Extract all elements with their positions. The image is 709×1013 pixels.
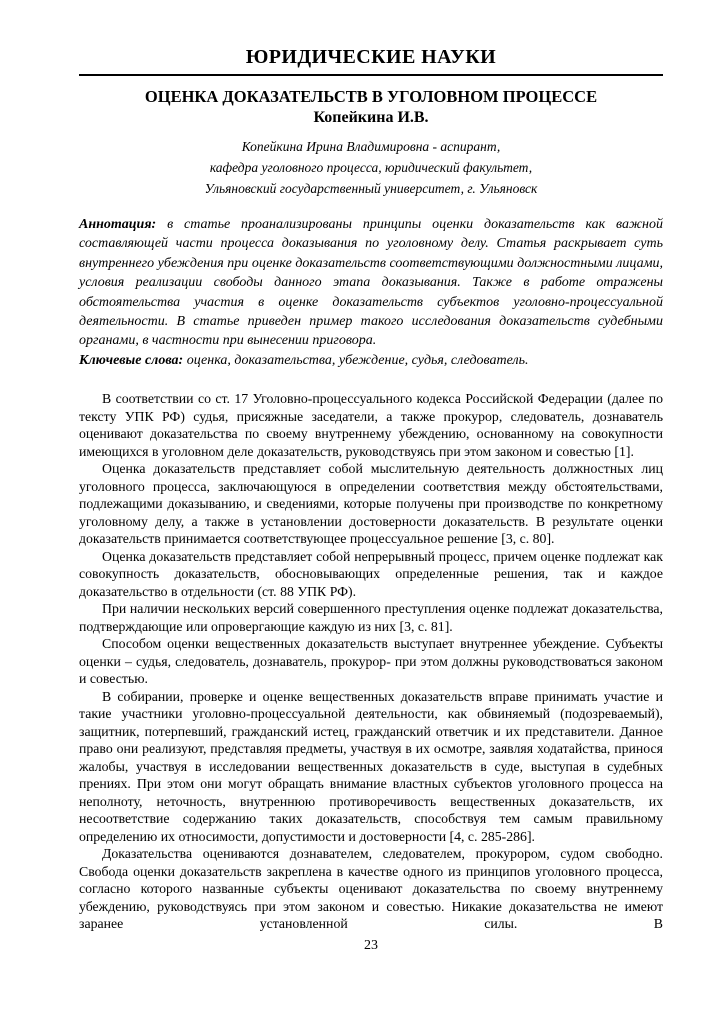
abstract-text: в статье проанализированы принципы оценки доказательств как важной составляющей части процесса доказывания по уголовному делу. Статья раскрывает суть внутреннего убеждения при оценке доказательств соответствующими должностными лицами, условия реализации свободы данного этапа доказывания. Также в работе отражены обстоятельства участия в оценке доказательств субъектов уголовно-процессуальной деятельности. В статье приведен пример такого исследования доказательств судебными органами, в частности при вынесении приговора.: [79, 217, 663, 349]
body-paragraph: В соответствии со ст. 17 Уголовно-процессуального кодекса Российской Федерации (далее по тексту УПК РФ) судья, присяжные заседатели, а также прокурор, следователь, дознаватель оценивают доказательства по своему внутреннему убеждению, основанному на совокупности имеющихся в уголовном деле доказательств, руководствуясь при этом законом и совестью [1].: [79, 391, 663, 459]
body-paragraph: В собирании, проверке и оценке вещественных доказательств вправе принимать участие и такие участники уголовно-процессуальной деятельности, как обвиняемый (подозреваемый), защитник, потерпевший, гражданский истец, гражданский ответчик и их представители. Данное право они реализуют, представляя предметы, участвуя в их осмотре, заявляя ходатайства, принося жалобы, участвуя в исследовании вещественных доказательств в суде, выступая в судебных прениях. При этом они могут обращать внимание властных субъектов уголовного процесса на неполноту, неточность, внутреннюю противоречивость вещественных доказательств, их несоответствие содержанию таких доказательств, способствуя тем самым правильному определению их относимости, допустимости и достоверности [4, с. 285-286].: [79, 688, 663, 844]
body-paragraph: Доказательства оцениваются дознавателем, следователем, прокурором, судом свободно. Свобода оценки доказательств закреплена в качестве одного из принципов уголовного процесса, согласно которого названные субъекты оценивают доказательства по своему внутреннему убеждению, руководствуясь при этом законом и совестью. Никакие доказательства не имеют заранее установленной силы. В: [79, 846, 663, 932]
affiliation-line: Копейкина Ирина Владимировна - аспирант,: [241, 139, 501, 154]
affiliation-line: кафедра уголовного процесса, юридический факультет,: [209, 160, 533, 175]
section-title: ЮРИДИЧЕСКИЕ НАУКИ: [79, 46, 663, 76]
body-paragraph: Способом оценки вещественных доказательств выступает внутреннее убеждение. Субъекты оценки – судья, следователь, дознаватель, прокурор- при этом должны руководствоваться законом и совестью.: [79, 636, 663, 687]
affiliation-line: Ульяновский государственный университет, г. Ульяновск: [204, 181, 538, 196]
abstract-label: Аннотация:: [79, 217, 157, 232]
article-author: Копейкина И.В.: [313, 109, 429, 126]
article-body: [79, 390, 663, 933]
abstract: [79, 215, 663, 351]
page-number: 23: [364, 937, 378, 953]
keywords-label: Ключевые слова:: [79, 352, 184, 368]
author-affiliation: [79, 136, 663, 199]
keywords: [79, 351, 663, 370]
body-paragraph: При наличии нескольких версий совершенного преступления оценке подлежат доказательства, подтверждающие или опровергающие каждую из них [3, с. 81].: [79, 601, 663, 634]
body-paragraph: Оценка доказательств представляет собой непрерывный процесс, причем оценке подлежат как совокупность доказательств, обосновывающих определенные решения, так и каждое доказательство в отдельности (ст. 88 УПК РФ).: [79, 548, 663, 599]
body-paragraph: Оценка доказательств представляет собой мыслительную деятельность должностных лиц уголовного процесса, заключающуюся в определении соответствия между обстоятельствами, подлежащими доказыванию, и сведениями, которые получены при производстве по конкретному уголовному делу, а также в установлении достоверности доказательств. В результате оценки доказательств принимается соответствующее процессуальное решение [3, с. 80].: [79, 461, 663, 547]
article-title: ОЦЕНКА ДОКАЗАТЕЛЬСТВ В УГОЛОВНОМ ПРОЦЕССЕ: [144, 87, 598, 106]
keywords-text: оценка, доказательства, убеждение, судья, следователь.: [183, 352, 529, 368]
